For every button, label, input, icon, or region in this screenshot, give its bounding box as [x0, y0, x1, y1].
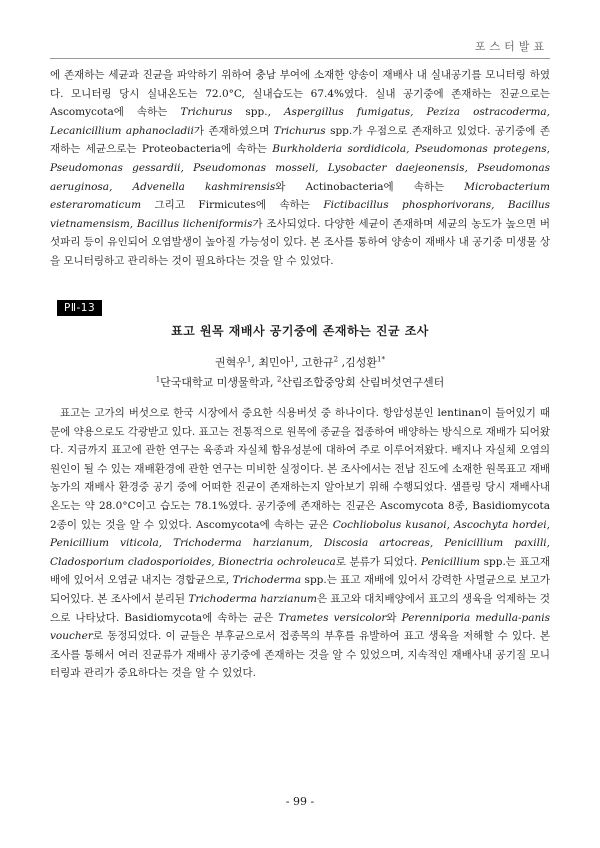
species-name: Trichurus: [180, 106, 233, 119]
species-name: Fictibacillus phosphorivorans, Bacillus vietnamensism, Bacillus licheniformis: [50, 199, 550, 230]
affil-mark: 2: [276, 375, 282, 384]
author-name: 최민아: [258, 356, 291, 369]
species-name: Cochliobolus kusanoi, Ascochyta hordei, Penicillium viticola, Trichoderma harzianum, Discosia artocreas, Penicillium paxilli, Cladosporium cladosporioides, Bionectria ochroleuca: [50, 518, 550, 568]
author-affil-mark: 2: [333, 355, 339, 364]
species-name: Trichoderma harzianum: [188, 592, 317, 605]
intro-paragraph: [50, 66, 550, 271]
text-run: spp.가 우점으로 존재하고 있었다. 공기중에 존재하는 세균으로는 Proteobacteria에 속하는: [50, 124, 550, 156]
text-run: 은 표고와 대치배양에서 표고의 생육을 억제하는 것으로 나타났다. Basidiomycota에 속하는 균은: [50, 592, 550, 624]
text-run: spp.,: [232, 106, 284, 119]
text-run: 그리고 Firmicutes에 속하는: [141, 199, 324, 212]
author-affil-mark: 1: [246, 355, 252, 364]
page-number: - 99 -: [285, 795, 315, 808]
text-run: 로 분류가 되었다.: [335, 555, 421, 568]
text-run: 가 조사되었다. 다양한 세균이 존재하며 세균의 농도가 높으면 버섯파리 등이 유인되어 오염발생이 높아질 가능성이 있다. 본 조사를 통하여 양송이 재배사 내 공기중 미생물 상을 모니터링하고 관리하는 것이 필요하다는 것을 알 수 있었다.: [50, 217, 550, 267]
text-run: spp.는 표고재배에 있어서 오염균 내지는 경합균으로,: [50, 555, 550, 587]
header-divider: [50, 58, 550, 59]
text-run: 와 Actinobacteria에 속하는: [275, 180, 465, 193]
author-affil-mark: 1: [290, 355, 295, 364]
poster-title: 표고 원목 재배사 공기중에 존재하는 진균 조사: [171, 324, 429, 338]
running-header: 포스터발표: [474, 40, 548, 53]
author-list: 권혁우$^1$, 최민아$^1$, 고한규$^2$ ,김성환$^{1*}$: [215, 355, 385, 369]
affiliation-name: 단국대학교 미생물학과: [160, 376, 270, 389]
text-run: 표고는 고가의 버섯으로 한국 시장에서 중요한 식용버섯 중 하나이다. 항암성분인 lentinan이 들어있기 때문에 약용으로도 각광받고 있다. 표고는 전통적으로 원목에 종균을 접종하여 배양하는 방식으로 재배가 되어왔다. 지금까지 표고에 관한 연구는 육종과 자실체 함유성분에 대하여 주로 이루어져왔다. 배지나 자실체 오염의 원인이 될 수 있는 재배환경에 관한 연구는 미비한 실정이다. 본 조사에서는 전남 진도에 소재한 원목표고 재배농가의 재배사 환경중 공기 중에 어떠한 진균이 존재하는지 알아보기 위해 수행되었다. 샘플링 당시 재배사내 온도는 약 28.0°C이고 습도는 78.1%였다. 공기중에 존재하는 진균은 Ascomycota 8종, Basidiomycota 2종이 있는 것을 알 수 있었다. Ascomycota에 속하는 균은: [50, 407, 550, 531]
affil-mark: 1: [155, 375, 161, 384]
author-affil-mark: 1*: [377, 355, 385, 364]
species-name: Trichoderma: [232, 574, 302, 587]
text-run: 와: [386, 611, 402, 624]
poster-label-badge: PⅡ-13: [57, 300, 102, 316]
species-name: Burkholderia sordidicola, Pseudomonas protegens, Pseudomonas gessardii, Pseudomonas mosseli, Lysobacter daejeonensis, Pseudomonas aeruginosa, Advenella kashmirensis: [50, 143, 550, 193]
species-name: Aspergillus fumigatus, Peziza ostracoderma, Lecanicillium aphanocladii: [50, 106, 550, 137]
author-name: 김성환: [345, 356, 377, 369]
abstract-paragraph: [50, 404, 550, 683]
text-run: 가 존재하였으며: [193, 124, 274, 137]
species-name: Microbacterium esteraromaticum: [50, 180, 550, 212]
species-name: Trametes versicolor: [278, 611, 387, 624]
text-run: spp.는 표고 재배에 있어서 강력한 사멸균으로 보고가 되어있다. 본 조사에서 분리된: [50, 574, 550, 605]
text-run: 에 존재하는 세균과 진균을 파악하기 위하여 충남 부여에 소재한 양송이 재배사 내 실내공기를 모니터링 하였다. 모니터링 당시 실내온도는 72.0°C, 실내습도는 67.4%였다. 실내 공기중에 존재하는 진균으로는 Ascomycota에 속하는: [50, 69, 550, 119]
author-name: 권혁우: [215, 356, 247, 369]
species-name: Penicillium: [421, 555, 480, 568]
species-name: Perenniporia medulla-panis voucher: [50, 611, 550, 643]
author-name: 고한규: [301, 356, 334, 369]
text-run: 로 동정되었다. 이 균들은 부후균으로서 접종목의 부후를 유발하여 표고 생육을 저해할 수 있다. 본 조사를 통해서 여러 진균류가 재배사 공기중에 존재하는 것을 알 수 있었으며, 지속적인 재배사내 공기질 모니터링과 관리가 중요하다는 것을 알 수 있었다.: [50, 630, 550, 680]
affiliation-line: $^1$단국대학교 미생물학과, $^2$산림조합중앙회 산림버섯연구센터: [155, 375, 445, 389]
species-name: Trichurus: [273, 124, 326, 137]
affiliation-name: 산림조합중앙회 산림버섯연구센터: [281, 376, 445, 389]
